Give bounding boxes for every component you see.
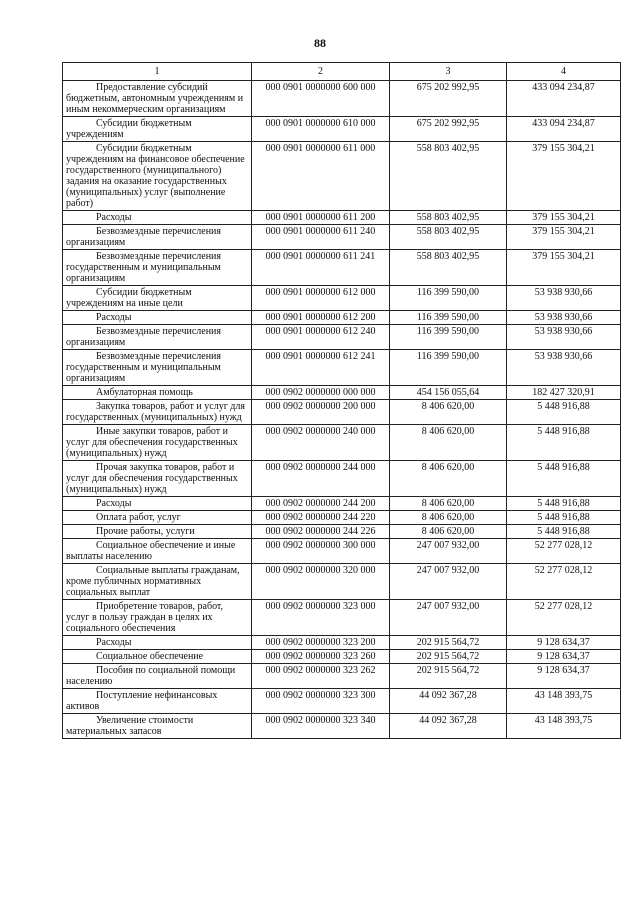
row-value-col4: 52 277 028,12 bbox=[507, 564, 621, 600]
table-row bbox=[63, 211, 621, 225]
table-row bbox=[63, 386, 621, 400]
row-name: Приобретение товаров, работ, услуг в пользу граждан в целях их социального обеспечения bbox=[63, 600, 252, 636]
row-value-col4: 43 148 393,75 bbox=[507, 689, 621, 714]
row-code: 000 0901 0000000 611 000 bbox=[252, 142, 390, 211]
row-value-col4: 5 448 916,88 bbox=[507, 425, 621, 461]
table-row bbox=[63, 311, 621, 325]
row-name: Закупка товаров, работ и услуг для государственных (муниципальных) нужд bbox=[63, 400, 252, 425]
row-name: Пособия по социальной помощи населению bbox=[63, 664, 252, 689]
row-name: Безвозмездные перечисления организациям bbox=[63, 225, 252, 250]
row-code: 000 0902 0000000 000 000 bbox=[252, 386, 390, 400]
row-value-col4: 5 448 916,88 bbox=[507, 511, 621, 525]
row-code: 000 0901 0000000 610 000 bbox=[252, 117, 390, 142]
row-code: 000 0901 0000000 612 241 bbox=[252, 350, 390, 386]
table-header bbox=[63, 63, 621, 81]
row-name: Расходы bbox=[63, 497, 252, 511]
table-row bbox=[63, 425, 621, 461]
row-value-col3: 8 406 620,00 bbox=[390, 425, 507, 461]
row-name: Амбулаторная помощь bbox=[63, 386, 252, 400]
row-name: Безвозмездные перечисления организациям bbox=[63, 325, 252, 350]
budget-table bbox=[62, 62, 621, 739]
row-value-col3: 558 803 402,95 bbox=[390, 250, 507, 286]
row-value-col3: 202 915 564,72 bbox=[390, 636, 507, 650]
row-value-col4: 9 128 634,37 bbox=[507, 664, 621, 689]
table-row bbox=[63, 714, 621, 739]
row-name: Расходы bbox=[63, 311, 252, 325]
table-row bbox=[63, 600, 621, 636]
row-name: Иные закупки товаров, работ и услуг для обеспечения государственных (муниципальных) нужд bbox=[63, 425, 252, 461]
table-row bbox=[63, 664, 621, 689]
row-code: 000 0901 0000000 612 200 bbox=[252, 311, 390, 325]
table-row bbox=[63, 142, 621, 211]
row-value-col4: 433 094 234,87 bbox=[507, 81, 621, 117]
row-value-col3: 454 156 055,64 bbox=[390, 386, 507, 400]
row-value-col4: 182 427 320,91 bbox=[507, 386, 621, 400]
table-row bbox=[63, 461, 621, 497]
row-value-col4: 52 277 028,12 bbox=[507, 539, 621, 564]
table-row bbox=[63, 225, 621, 250]
row-code: 000 0901 0000000 611 200 bbox=[252, 211, 390, 225]
row-name: Прочая закупка товаров, работ и услуг для обеспечения государственных (муниципальных) нужд bbox=[63, 461, 252, 497]
row-code: 000 0902 0000000 200 000 bbox=[252, 400, 390, 425]
row-value-col3: 675 202 992,95 bbox=[390, 81, 507, 117]
row-value-col3: 558 803 402,95 bbox=[390, 211, 507, 225]
table-row bbox=[63, 650, 621, 664]
row-name: Поступление нефинансовых активов bbox=[63, 689, 252, 714]
column-header-1: 1 bbox=[63, 63, 252, 81]
column-header-4: 4 bbox=[507, 63, 621, 81]
row-value-col3: 116 399 590,00 bbox=[390, 350, 507, 386]
row-value-col4: 9 128 634,37 bbox=[507, 650, 621, 664]
row-value-col3: 8 406 620,00 bbox=[390, 461, 507, 497]
row-value-col3: 247 007 932,00 bbox=[390, 600, 507, 636]
column-header-2: 2 bbox=[252, 63, 390, 81]
row-name: Социальное обеспечение bbox=[63, 650, 252, 664]
row-code: 000 0902 0000000 323 262 bbox=[252, 664, 390, 689]
row-code: 000 0902 0000000 300 000 bbox=[252, 539, 390, 564]
table-row bbox=[63, 400, 621, 425]
table-row bbox=[63, 525, 621, 539]
column-header-3: 3 bbox=[390, 63, 507, 81]
row-value-col3: 202 915 564,72 bbox=[390, 664, 507, 689]
row-value-col4: 9 128 634,37 bbox=[507, 636, 621, 650]
row-value-col4: 379 155 304,21 bbox=[507, 211, 621, 225]
row-value-col4: 53 938 930,66 bbox=[507, 286, 621, 311]
row-code: 000 0902 0000000 244 226 bbox=[252, 525, 390, 539]
row-code: 000 0902 0000000 323 000 bbox=[252, 600, 390, 636]
row-code: 000 0902 0000000 240 000 bbox=[252, 425, 390, 461]
row-value-col3: 116 399 590,00 bbox=[390, 325, 507, 350]
page-number: 88 bbox=[314, 36, 326, 50]
row-code: 000 0901 0000000 612 240 bbox=[252, 325, 390, 350]
row-name: Предоставление субсидий бюджетным, автономным учреждениям и иным некоммерческим организациям bbox=[63, 81, 252, 117]
row-name: Безвозмездные перечисления государственным и муниципальным организациям bbox=[63, 250, 252, 286]
row-code: 000 0902 0000000 320 000 bbox=[252, 564, 390, 600]
row-value-col3: 202 915 564,72 bbox=[390, 650, 507, 664]
row-name: Прочие работы, услуги bbox=[63, 525, 252, 539]
table-row bbox=[63, 497, 621, 511]
table-row bbox=[63, 325, 621, 350]
row-name: Безвозмездные перечисления государственным и муниципальным организациям bbox=[63, 350, 252, 386]
table-row bbox=[63, 350, 621, 386]
row-code: 000 0901 0000000 612 000 bbox=[252, 286, 390, 311]
row-value-col4: 52 277 028,12 bbox=[507, 600, 621, 636]
row-value-col4: 5 448 916,88 bbox=[507, 497, 621, 511]
row-value-col3: 675 202 992,95 bbox=[390, 117, 507, 142]
row-name: Субсидии бюджетным учреждениям на финансовое обеспечение государственного (муниципального) задания на оказание государственных (муниципальных) услуг (выполнение работ) bbox=[63, 142, 252, 211]
row-value-col3: 247 007 932,00 bbox=[390, 564, 507, 600]
row-code: 000 0901 0000000 611 241 bbox=[252, 250, 390, 286]
row-code: 000 0901 0000000 600 000 bbox=[252, 81, 390, 117]
row-value-col3: 44 092 367,28 bbox=[390, 714, 507, 739]
row-value-col4: 53 938 930,66 bbox=[507, 325, 621, 350]
table-row bbox=[63, 636, 621, 650]
table-row bbox=[63, 250, 621, 286]
row-value-col3: 558 803 402,95 bbox=[390, 142, 507, 211]
row-value-col4: 379 155 304,21 bbox=[507, 225, 621, 250]
row-value-col4: 53 938 930,66 bbox=[507, 311, 621, 325]
row-value-col4: 379 155 304,21 bbox=[507, 142, 621, 211]
row-name: Субсидии бюджетным учреждениям на иные цели bbox=[63, 286, 252, 311]
row-value-col3: 116 399 590,00 bbox=[390, 311, 507, 325]
row-value-col3: 8 406 620,00 bbox=[390, 400, 507, 425]
row-value-col4: 5 448 916,88 bbox=[507, 525, 621, 539]
row-name: Расходы bbox=[63, 636, 252, 650]
row-value-col4: 433 094 234,87 bbox=[507, 117, 621, 142]
table-body bbox=[63, 81, 621, 739]
table-row bbox=[63, 564, 621, 600]
table-row bbox=[63, 81, 621, 117]
row-value-col3: 558 803 402,95 bbox=[390, 225, 507, 250]
row-name: Увеличение стоимости материальных запасов bbox=[63, 714, 252, 739]
row-value-col3: 116 399 590,00 bbox=[390, 286, 507, 311]
row-name: Оплата работ, услуг bbox=[63, 511, 252, 525]
row-name: Расходы bbox=[63, 211, 252, 225]
row-value-col4: 53 938 930,66 bbox=[507, 350, 621, 386]
row-value-col3: 8 406 620,00 bbox=[390, 497, 507, 511]
row-name: Социальное обеспечение и иные выплаты населению bbox=[63, 539, 252, 564]
row-code: 000 0902 0000000 323 300 bbox=[252, 689, 390, 714]
table-row bbox=[63, 117, 621, 142]
table-row bbox=[63, 689, 621, 714]
row-name: Субсидии бюджетным учреждениям bbox=[63, 117, 252, 142]
row-name: Социальные выплаты гражданам, кроме публичных нормативных социальных выплат bbox=[63, 564, 252, 600]
row-value-col3: 8 406 620,00 bbox=[390, 511, 507, 525]
row-value-col3: 44 092 367,28 bbox=[390, 689, 507, 714]
row-value-col4: 43 148 393,75 bbox=[507, 714, 621, 739]
table-row bbox=[63, 539, 621, 564]
row-value-col3: 8 406 620,00 bbox=[390, 525, 507, 539]
row-code: 000 0902 0000000 244 200 bbox=[252, 497, 390, 511]
table-row bbox=[63, 286, 621, 311]
row-value-col4: 5 448 916,88 bbox=[507, 400, 621, 425]
row-code: 000 0902 0000000 244 220 bbox=[252, 511, 390, 525]
row-value-col3: 247 007 932,00 bbox=[390, 539, 507, 564]
row-code: 000 0902 0000000 244 000 bbox=[252, 461, 390, 497]
table-row bbox=[63, 511, 621, 525]
row-code: 000 0902 0000000 323 260 bbox=[252, 650, 390, 664]
row-code: 000 0902 0000000 323 200 bbox=[252, 636, 390, 650]
row-value-col4: 5 448 916,88 bbox=[507, 461, 621, 497]
row-code: 000 0901 0000000 611 240 bbox=[252, 225, 390, 250]
row-code: 000 0902 0000000 323 340 bbox=[252, 714, 390, 739]
row-value-col4: 379 155 304,21 bbox=[507, 250, 621, 286]
